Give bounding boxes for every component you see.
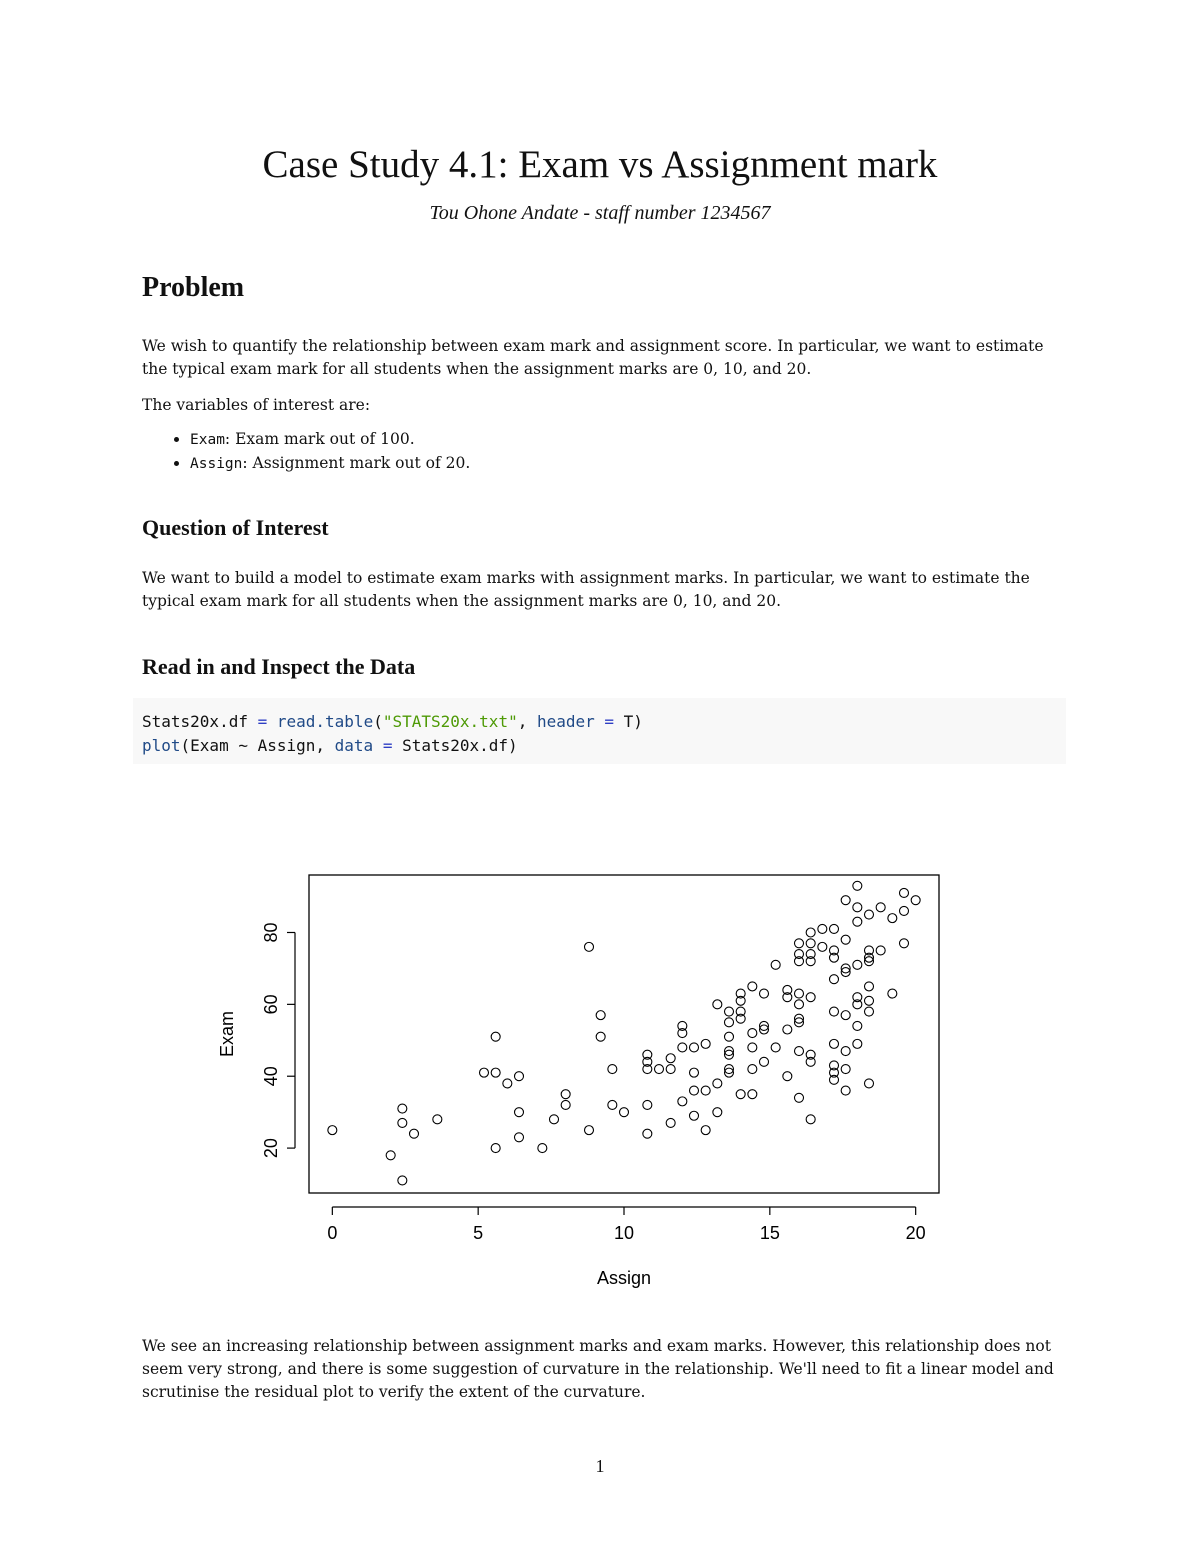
data-point [561, 1100, 570, 1109]
code-token: ( [373, 712, 383, 731]
list-item [190, 452, 470, 476]
data-point [760, 989, 769, 998]
y-axis-label: Exam [217, 1010, 237, 1058]
data-point [888, 914, 897, 923]
variable-description: : Assignment mark out of 20. [242, 454, 471, 472]
data-point [783, 1072, 792, 1081]
data-point [841, 1086, 850, 1095]
data-point [561, 1090, 570, 1099]
data-point [701, 1086, 710, 1095]
data-point [841, 896, 850, 905]
data-point [900, 906, 909, 915]
section-heading-read-data: Read in and Inspect the Data [142, 654, 416, 679]
code-argument: header [536, 712, 595, 731]
code-token: Stats20x.df [142, 712, 258, 731]
scatter-plot [200, 850, 1000, 1300]
data-point [550, 1115, 559, 1124]
problem-paragraph: We wish to quantify the relationship between exam mark and assignment score. In particular, we want to estimate the typical exam mark for all students when the assignment marks are 0, 10, and 20. [142, 337, 1044, 378]
data-point [748, 1043, 757, 1052]
y-tick-label: 80 [261, 922, 281, 943]
data-point [491, 1032, 500, 1041]
author-line: Tou Ohone Andate - staff number 1234567 [429, 202, 771, 224]
data-point [736, 1090, 745, 1099]
data-point [410, 1129, 419, 1138]
data-point [795, 1047, 804, 1056]
y-tick-label: 20 [261, 1138, 281, 1159]
variables-intro: The variables of interest are: [142, 396, 371, 414]
data-point [818, 942, 827, 951]
data-point [491, 1144, 500, 1153]
code-string: "STATS20x.txt" [382, 712, 518, 731]
code-line-1 [142, 712, 643, 731]
data-point [818, 924, 827, 933]
y-tick-label: 60 [261, 994, 281, 1015]
data-point [713, 1000, 722, 1009]
code-line-2 [142, 736, 518, 755]
data-point [806, 939, 815, 948]
data-point [865, 1007, 874, 1016]
plot-frame [309, 875, 939, 1193]
data-point [398, 1176, 407, 1185]
code-token: (Exam ~ Assign, [180, 736, 335, 755]
data-point [725, 1032, 734, 1041]
data-point [386, 1151, 395, 1160]
data-point [713, 1079, 722, 1088]
data-point [585, 1126, 594, 1135]
data-point [900, 888, 909, 897]
x-tick-label: 5 [473, 1223, 484, 1243]
data-point [538, 1144, 547, 1153]
code-function: plot [142, 736, 181, 755]
data-point [795, 1000, 804, 1009]
code-block [133, 698, 1066, 764]
data-point [748, 1065, 757, 1074]
y-axis [261, 922, 295, 1158]
data-point [795, 1093, 804, 1102]
code-operator: = [257, 712, 268, 731]
data-point [841, 935, 850, 944]
data-point [830, 1007, 839, 1016]
data-point [795, 939, 804, 948]
data-point [596, 1011, 605, 1020]
data-point [690, 1111, 699, 1120]
code-function: read.table [267, 712, 374, 731]
data-point [806, 993, 815, 1002]
data-point [433, 1115, 442, 1124]
data-point [585, 942, 594, 951]
data-point [830, 975, 839, 984]
data-point [701, 1039, 710, 1048]
data-point [515, 1108, 524, 1117]
data-point [690, 1086, 699, 1095]
data-point [853, 1021, 862, 1030]
data-point [713, 1108, 722, 1117]
data-point [771, 1043, 780, 1052]
data-point [876, 946, 885, 955]
data-point [841, 1065, 850, 1074]
data-point [841, 1011, 850, 1020]
data-point [678, 1097, 687, 1106]
data-point [398, 1118, 407, 1127]
data-point [701, 1126, 710, 1135]
x-axis-label: Assign [596, 1268, 652, 1288]
data-point [596, 1032, 605, 1041]
code-argument: data [334, 736, 374, 755]
data-point [655, 1065, 664, 1074]
data-point [911, 896, 920, 905]
data-point [888, 989, 897, 998]
data-point [620, 1108, 629, 1117]
data-point [876, 903, 885, 912]
data-point [806, 928, 815, 937]
data-point [666, 1065, 675, 1074]
data-point [725, 1018, 734, 1027]
data-point [795, 989, 804, 998]
variables-list [142, 428, 470, 476]
section-heading-problem: Problem [142, 272, 245, 303]
list-item [190, 428, 470, 452]
variable-name: Assign [190, 456, 243, 472]
data-point [608, 1065, 617, 1074]
data-point [748, 982, 757, 991]
data-point [865, 1079, 874, 1088]
x-tick-label: 10 [613, 1223, 635, 1243]
data-point [690, 1068, 699, 1077]
data-point [760, 1057, 769, 1066]
data-point [608, 1100, 617, 1109]
data-points [328, 881, 920, 1185]
document-title: Case Study 4.1: Exam vs Assignment mark [262, 143, 938, 186]
data-point [865, 996, 874, 1005]
question-paragraph: We want to build a model to estimate exam marks with assignment marks. In particular, we want to estimate the typical exam mark for all students when the assignment marks are 0, 10, and 20. [142, 569, 1030, 610]
data-point [643, 1129, 652, 1138]
data-point [853, 960, 862, 969]
x-tick-label: 0 [327, 1223, 338, 1243]
data-point [666, 1118, 675, 1127]
data-point [853, 917, 862, 926]
code-token: T) [614, 712, 643, 731]
data-point [690, 1043, 699, 1052]
code-token: , [517, 712, 537, 731]
data-point [748, 1029, 757, 1038]
data-point [480, 1068, 489, 1077]
code-operator: = [594, 712, 615, 731]
y-tick-label: 40 [261, 1066, 281, 1087]
data-point [725, 1007, 734, 1016]
data-point [666, 1054, 675, 1063]
conclusion-paragraph: We see an increasing relationship between assignment marks and exam marks. However, this relationship does not seem very strong, and there is some suggestion of curvature in the relationship. We'll need to fit a linear model and scrutinise the residual plot to verify the extent of the curvature. [142, 1337, 1054, 1401]
x-tick-label: 20 [905, 1223, 926, 1243]
data-point [841, 1047, 850, 1056]
data-point [830, 1039, 839, 1048]
x-axis [327, 1207, 925, 1243]
variable-name: Exam [190, 432, 225, 448]
data-point [643, 1100, 652, 1109]
code-token: Stats20x.df) [392, 736, 518, 755]
data-point [783, 1025, 792, 1034]
code-operator: = [373, 736, 393, 755]
data-point [830, 924, 839, 933]
data-point [503, 1079, 512, 1088]
data-point [398, 1104, 407, 1113]
page-number: 1 [595, 1456, 605, 1476]
data-point [853, 1039, 862, 1048]
section-heading-question: Question of Interest [142, 515, 329, 540]
data-point [748, 1090, 757, 1099]
data-point [491, 1068, 500, 1077]
data-point [678, 1043, 687, 1052]
data-point [865, 910, 874, 919]
data-point [771, 960, 780, 969]
data-point [806, 1115, 815, 1124]
data-point [865, 982, 874, 991]
data-point [900, 939, 909, 948]
variable-description: : Exam mark out of 100. [224, 430, 415, 448]
data-point [853, 903, 862, 912]
data-point [853, 881, 862, 890]
data-point [515, 1133, 524, 1142]
data-point [328, 1126, 337, 1135]
data-point [515, 1072, 524, 1081]
x-tick-label: 15 [759, 1223, 780, 1243]
